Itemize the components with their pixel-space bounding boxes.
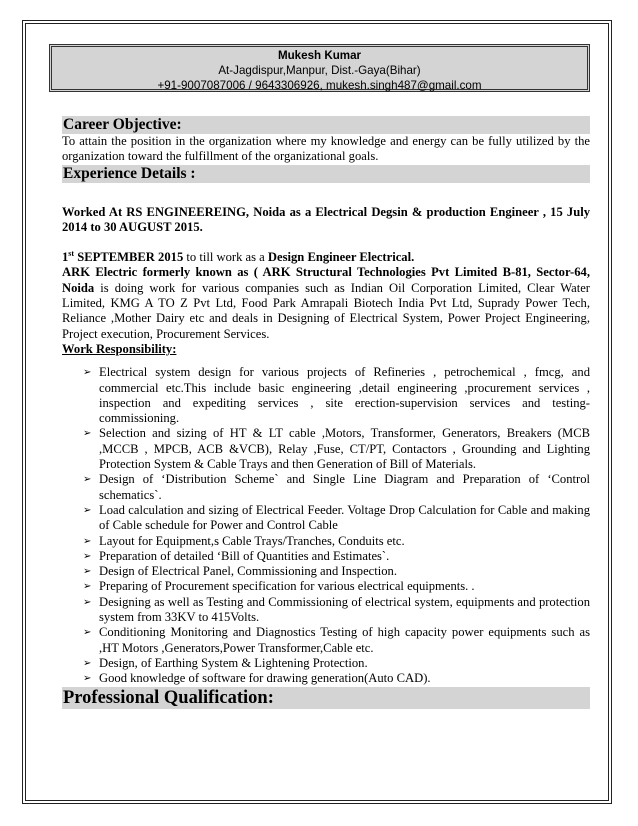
arrow-bullet-icon: ➢ — [83, 596, 92, 608]
responsibility-text: Designing as well as Testing and Commissioning of electrical system, equipments and protection system from 33KV to 415Volts. — [99, 594, 590, 625]
responsibility-text: Preparation of detailed ‘Bill of Quantities and Estimates`. — [99, 548, 390, 563]
candidate-contact: +91-9007087006 / 9643306926, mukesh.singh487@gmail.com — [157, 79, 482, 92]
job2-day: 1 — [62, 250, 69, 265]
responsibility-text: Design of Electrical Panel, Commissioning and Inspection. — [99, 564, 397, 579]
responsibility-item — [62, 671, 590, 686]
arrow-bullet-icon: ➢ — [83, 550, 92, 562]
arrow-bullet-icon: ➢ — [83, 535, 92, 547]
company-description — [62, 265, 590, 341]
job2-day-suffix: st — [68, 249, 75, 258]
responsibility-text: Conditioning Monitoring and Diagnostics Testing of high capacity power equipments such as ,HT Motors ,Generators,Power Transformer,Cable etc. — [99, 625, 590, 655]
responsibility-item — [62, 472, 590, 503]
resume-body — [62, 116, 590, 709]
responsibility-item — [62, 656, 590, 671]
responsibility-item — [62, 564, 590, 579]
experience-heading: Experience Details : — [62, 165, 590, 183]
job2-date: SEPTEMBER 2015 — [74, 250, 184, 265]
work-responsibility-heading: Work Responsibility: — [62, 341, 177, 356]
responsibility-text: Design, of Earthing System & Lightening Protection. — [99, 655, 368, 670]
responsibility-text: Layout for Equipment,s Cable Trays/Tranches, Conduits etc. — [99, 533, 405, 548]
career-objective-heading: Career Objective: — [62, 116, 590, 134]
arrow-bullet-icon: ➢ — [83, 673, 92, 685]
responsibility-item — [62, 549, 590, 564]
contact-header — [49, 44, 590, 92]
responsibility-list — [62, 365, 590, 686]
arrow-bullet-icon: ➢ — [83, 627, 92, 639]
job2-role: Design Engineer Electrical. — [267, 250, 415, 265]
arrow-bullet-icon: ➢ — [83, 504, 92, 516]
responsibility-item — [62, 625, 590, 656]
arrow-bullet-icon: ➢ — [83, 581, 92, 593]
responsibility-item — [62, 503, 590, 534]
candidate-name: Mukesh Kumar — [277, 49, 362, 62]
responsibility-text: Selection and sizing of HT & LT cable ,Motors, Transformer, Generators, Breakers (MCB ,MCCB , MPCB, ACB &VCB), Relay ,Fuse, CT/PT, Contactors , Grounding and Lighting Protection System & Cable Trays and then Generation of Bill of Materials. — [99, 426, 590, 472]
arrow-bullet-icon: ➢ — [83, 428, 92, 440]
responsibility-text: Preparing of Procurement specification for various electrical equipments. . — [99, 579, 475, 594]
arrow-bullet-icon: ➢ — [83, 367, 92, 379]
professional-qualification-heading: Professional Qualification: — [62, 687, 590, 709]
responsibility-text: Electrical system design for various projects of Refineries , petrochemical , fmcg, and commercial etc.This include basic engineering ,detail engineering ,procurement services , inspection and expediting services , site erection-supervision services and testing-commissioning. — [99, 365, 590, 426]
career-objective-text: To attain the position in the organization where my knowledge and energy can be fully utilized by the organization toward the fulfillment of the organizational goals. — [62, 134, 590, 164]
arrow-bullet-icon: ➢ — [83, 657, 92, 669]
responsibility-text: Load calculation and sizing of Electrical Feeder. Voltage Drop Calculation for Cable and making of Cable schedule for Power and Control Cable — [99, 502, 590, 533]
job2-mid: to till work as a — [183, 250, 268, 265]
responsibility-item — [62, 595, 590, 626]
company-text: is doing work for various companies such as Indian Oil Corporation Limited, Clear Water Limited, KMG A TO Z Pvt Ltd, Food Park Amrapali Biotech India Pvt Ltd, Suprady Power Tech, Reliance ,Mother Dairy etc and deals in Designing of Electrical System, Power Project Engineering, Project execution, Procurement Services. — [62, 280, 590, 341]
arrow-bullet-icon: ➢ — [83, 566, 92, 578]
responsibility-item — [62, 365, 590, 426]
candidate-address: At-Jagdispur,Manpur, Dist.-Gaya(Bihar) — [218, 64, 421, 77]
responsibility-text: Design of ‘Distribution Scheme` and Single Line Diagram and Preparation of ‘Control schematics`. — [99, 472, 590, 502]
responsibility-item — [62, 426, 590, 472]
job-entry-ark — [62, 250, 590, 265]
responsibility-item — [62, 579, 590, 594]
job-entry-rs-engineering: Worked At RS ENGINEEREING, Noida as a Electrical Degsin & production Engineer , 15 July 2014 to 30 AUGUST 2015. — [62, 204, 590, 234]
company-name: ARK Electric formerly known as ( ARK Structural Technologies Pvt Limited B-81, Sector-64, Noida — [62, 265, 590, 295]
responsibility-item — [62, 534, 590, 549]
responsibility-text: Good knowledge of software for drawing generation(Auto CAD). — [99, 671, 431, 686]
arrow-bullet-icon: ➢ — [83, 474, 92, 486]
